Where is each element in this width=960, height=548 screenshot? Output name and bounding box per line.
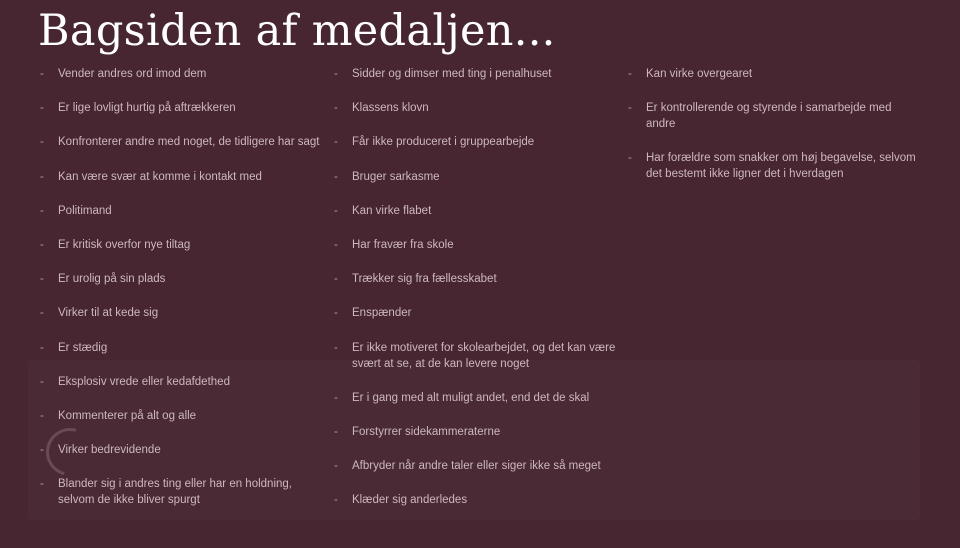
bullet-item: - Blander sig i andres ting eller har en holdning, selvom de ikke bliver spurgt	[40, 476, 330, 510]
bullet-item: - Bruger sarkasme	[334, 169, 624, 187]
bullet-column-3	[628, 66, 920, 200]
bullet-item: - Sidder og dimser med ting i penalhuset	[334, 66, 624, 84]
bullet-item: - Enspænder	[334, 305, 624, 323]
bullet-item: - Forstyrrer sidekammeraterne	[334, 424, 624, 442]
bullet-item: - Kan virke flabet	[334, 203, 624, 221]
bullet-item: - Kan virke overgearet	[628, 66, 920, 84]
bullet-column-1	[40, 66, 330, 526]
bullet-item: - Kommenterer på alt og alle	[40, 408, 330, 426]
bullet-item: - Har forældre som snakker om høj begavelse, selvom det bestemt ikke ligner det i hverdagen	[628, 150, 920, 184]
bullet-item: - Kan være svær at komme i kontakt med	[40, 169, 330, 187]
bullet-item: - Konfronterer andre med noget, de tidligere har sagt	[40, 134, 330, 152]
bullet-item: - Politimand	[40, 203, 330, 221]
bullet-item: - Er urolig på sin plads	[40, 271, 330, 289]
bullet-item: - Er i gang med alt muligt andet, end det de skal	[334, 390, 624, 408]
bullet-item: - Trækker sig fra fællesskabet	[334, 271, 624, 289]
bullet-item: - Har fravær fra skole	[334, 237, 624, 255]
slide-title: Bagsiden af medaljen...	[38, 6, 556, 56]
bullet-item: - Er kontrollerende og styrende i samarbejde med andre	[628, 100, 920, 134]
bullet-item: - Klassens klovn	[334, 100, 624, 118]
bullet-item: - Er stædig	[40, 340, 330, 358]
bullet-item: - Vender andres ord imod dem	[40, 66, 330, 84]
bullet-column-2	[334, 66, 624, 526]
bullet-item: - Er ikke motiveret for skolearbejdet, og det kan være svært at se, at de kan levere noget	[334, 340, 624, 374]
bullet-item: - Klæder sig anderledes	[334, 492, 624, 510]
bullet-item: - Er kritisk overfor nye tiltag	[40, 237, 330, 255]
bullet-item: - Virker bedrevidende	[40, 442, 330, 460]
bullet-item: - Afbryder når andre taler eller siger ikke så meget	[334, 458, 624, 476]
bullet-item: - Eksplosiv vrede eller kedafdethed	[40, 374, 330, 392]
bullet-item: - Er lige lovligt hurtig på aftrækkeren	[40, 100, 330, 118]
bullet-item: - Virker til at kede sig	[40, 305, 330, 323]
bullet-item: - Får ikke produceret i gruppearbejde	[334, 134, 624, 152]
